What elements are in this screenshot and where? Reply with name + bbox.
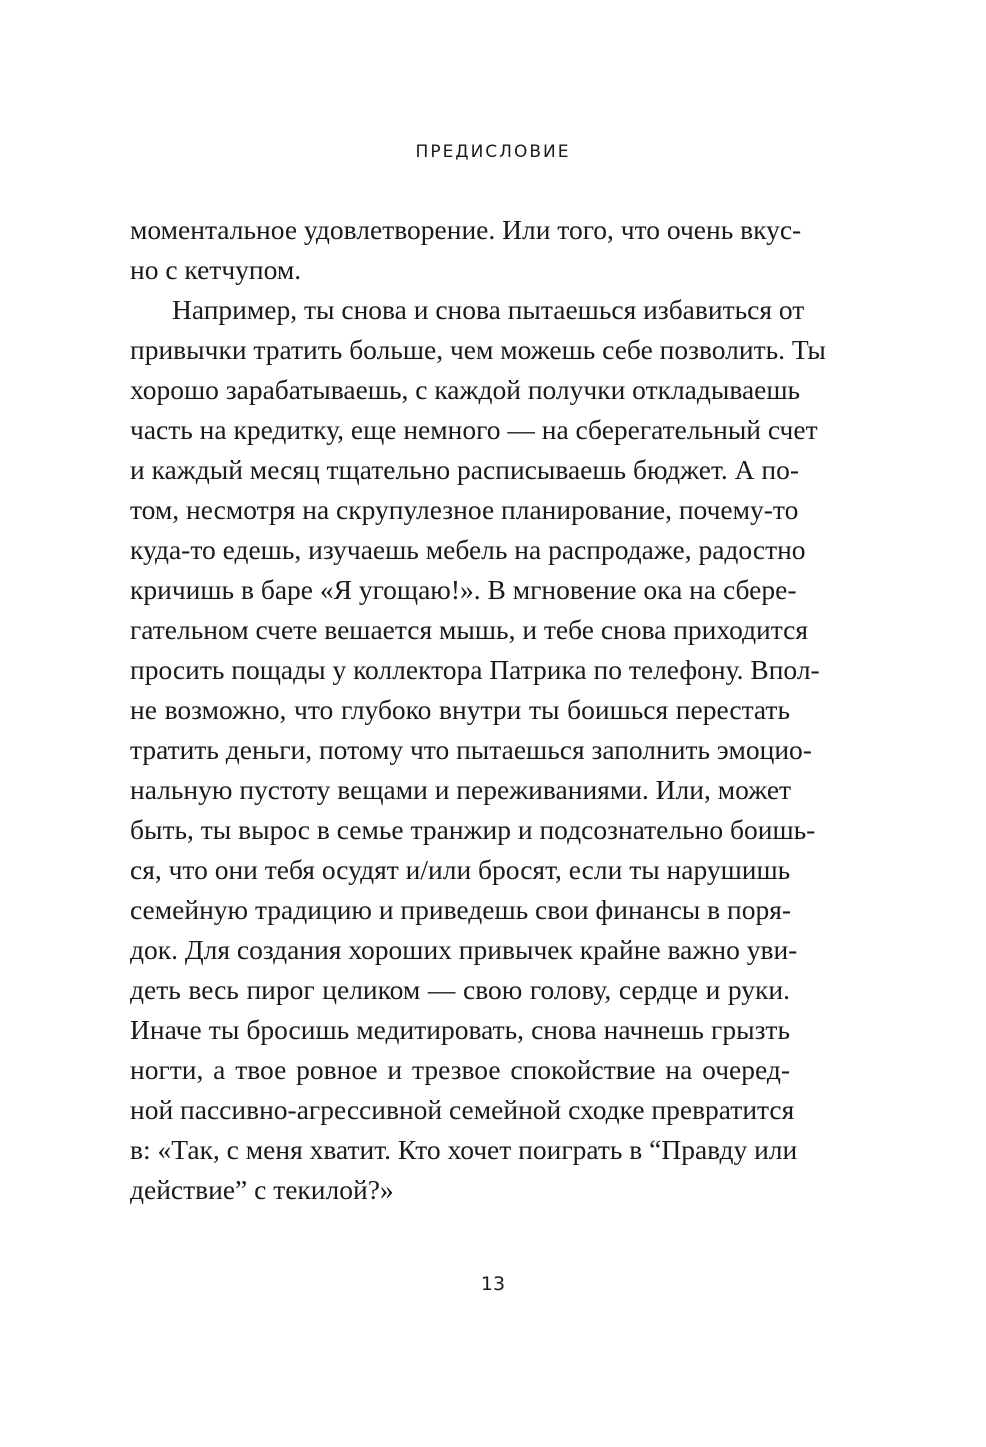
text-line: куда-то едешь, изучаешь мебель на распродаже, радостно <box>130 534 806 565</box>
text-line: действие” с текилой?» <box>130 1174 394 1205</box>
running-head: ПРЕДИСЛОВИЕ <box>415 142 571 162</box>
text-line: моментальное удовлетворение. Или того, что очень вкус- <box>130 214 802 245</box>
body-text <box>130 210 826 1210</box>
text-line: часть на кредитку, еще немного — на сберегательный счет <box>130 414 818 445</box>
text-line: кричишь в баре «Я угощаю!». В мгновение ока на сбере- <box>130 574 797 605</box>
text-line: просить пощады у коллектора Патрика по телефону. Впол- <box>130 654 820 685</box>
text-line: но с кетчупом. <box>130 254 302 285</box>
text-line: привычки тратить больше, чем можешь себе позволить. Ты <box>130 334 826 365</box>
text-line: деть весь пирог целиком — свою голову, сердце и руки. <box>130 974 790 1005</box>
text-line: ной пассивно-агрессивной семейной сходке превратится <box>130 1094 795 1125</box>
text-line: док. Для создания хороших привычек крайне важно уви- <box>130 934 798 965</box>
text-line: Например, ты снова и снова пытаешься избавиться от <box>172 294 805 325</box>
text-line: тратить деньги, потому что пытаешься заполнить эмоцио- <box>130 734 812 765</box>
text-line: ногти, а твое ровное и трезвое спокойствие на очеред- <box>130 1054 790 1085</box>
text-line: семейную традицию и приведешь свои финансы в поря- <box>130 894 792 925</box>
text-line: быть, ты вырос в семье транжир и подсознательно боишь- <box>130 814 816 845</box>
text-line: ся, что они тебя осудят и/или бросят, если ты нарушишь <box>130 854 791 885</box>
text-line: гательном счете вешается мышь, и тебе снова приходится <box>130 614 808 645</box>
text-line: хорошо зарабатываешь, с каждой получки откладываешь <box>130 374 801 405</box>
text-line: нальную пустоту вещами и переживаниями. Или, может <box>130 774 792 805</box>
page-number: 13 <box>480 1273 506 1295</box>
text-line: том, несмотря на скрупулезное планирование, почему-то <box>130 494 799 525</box>
text-line: Иначе ты бросишь медитировать, снова начнешь грызть <box>130 1014 790 1045</box>
text-line: не возможно, что глубоко внутри ты боишься перестать <box>130 694 790 725</box>
text-line: в: «Так, с меня хватит. Кто хочет поиграть в “Правду или <box>130 1134 798 1165</box>
text-line: и каждый месяц тщательно расписываешь бюджет. А по- <box>130 454 799 485</box>
